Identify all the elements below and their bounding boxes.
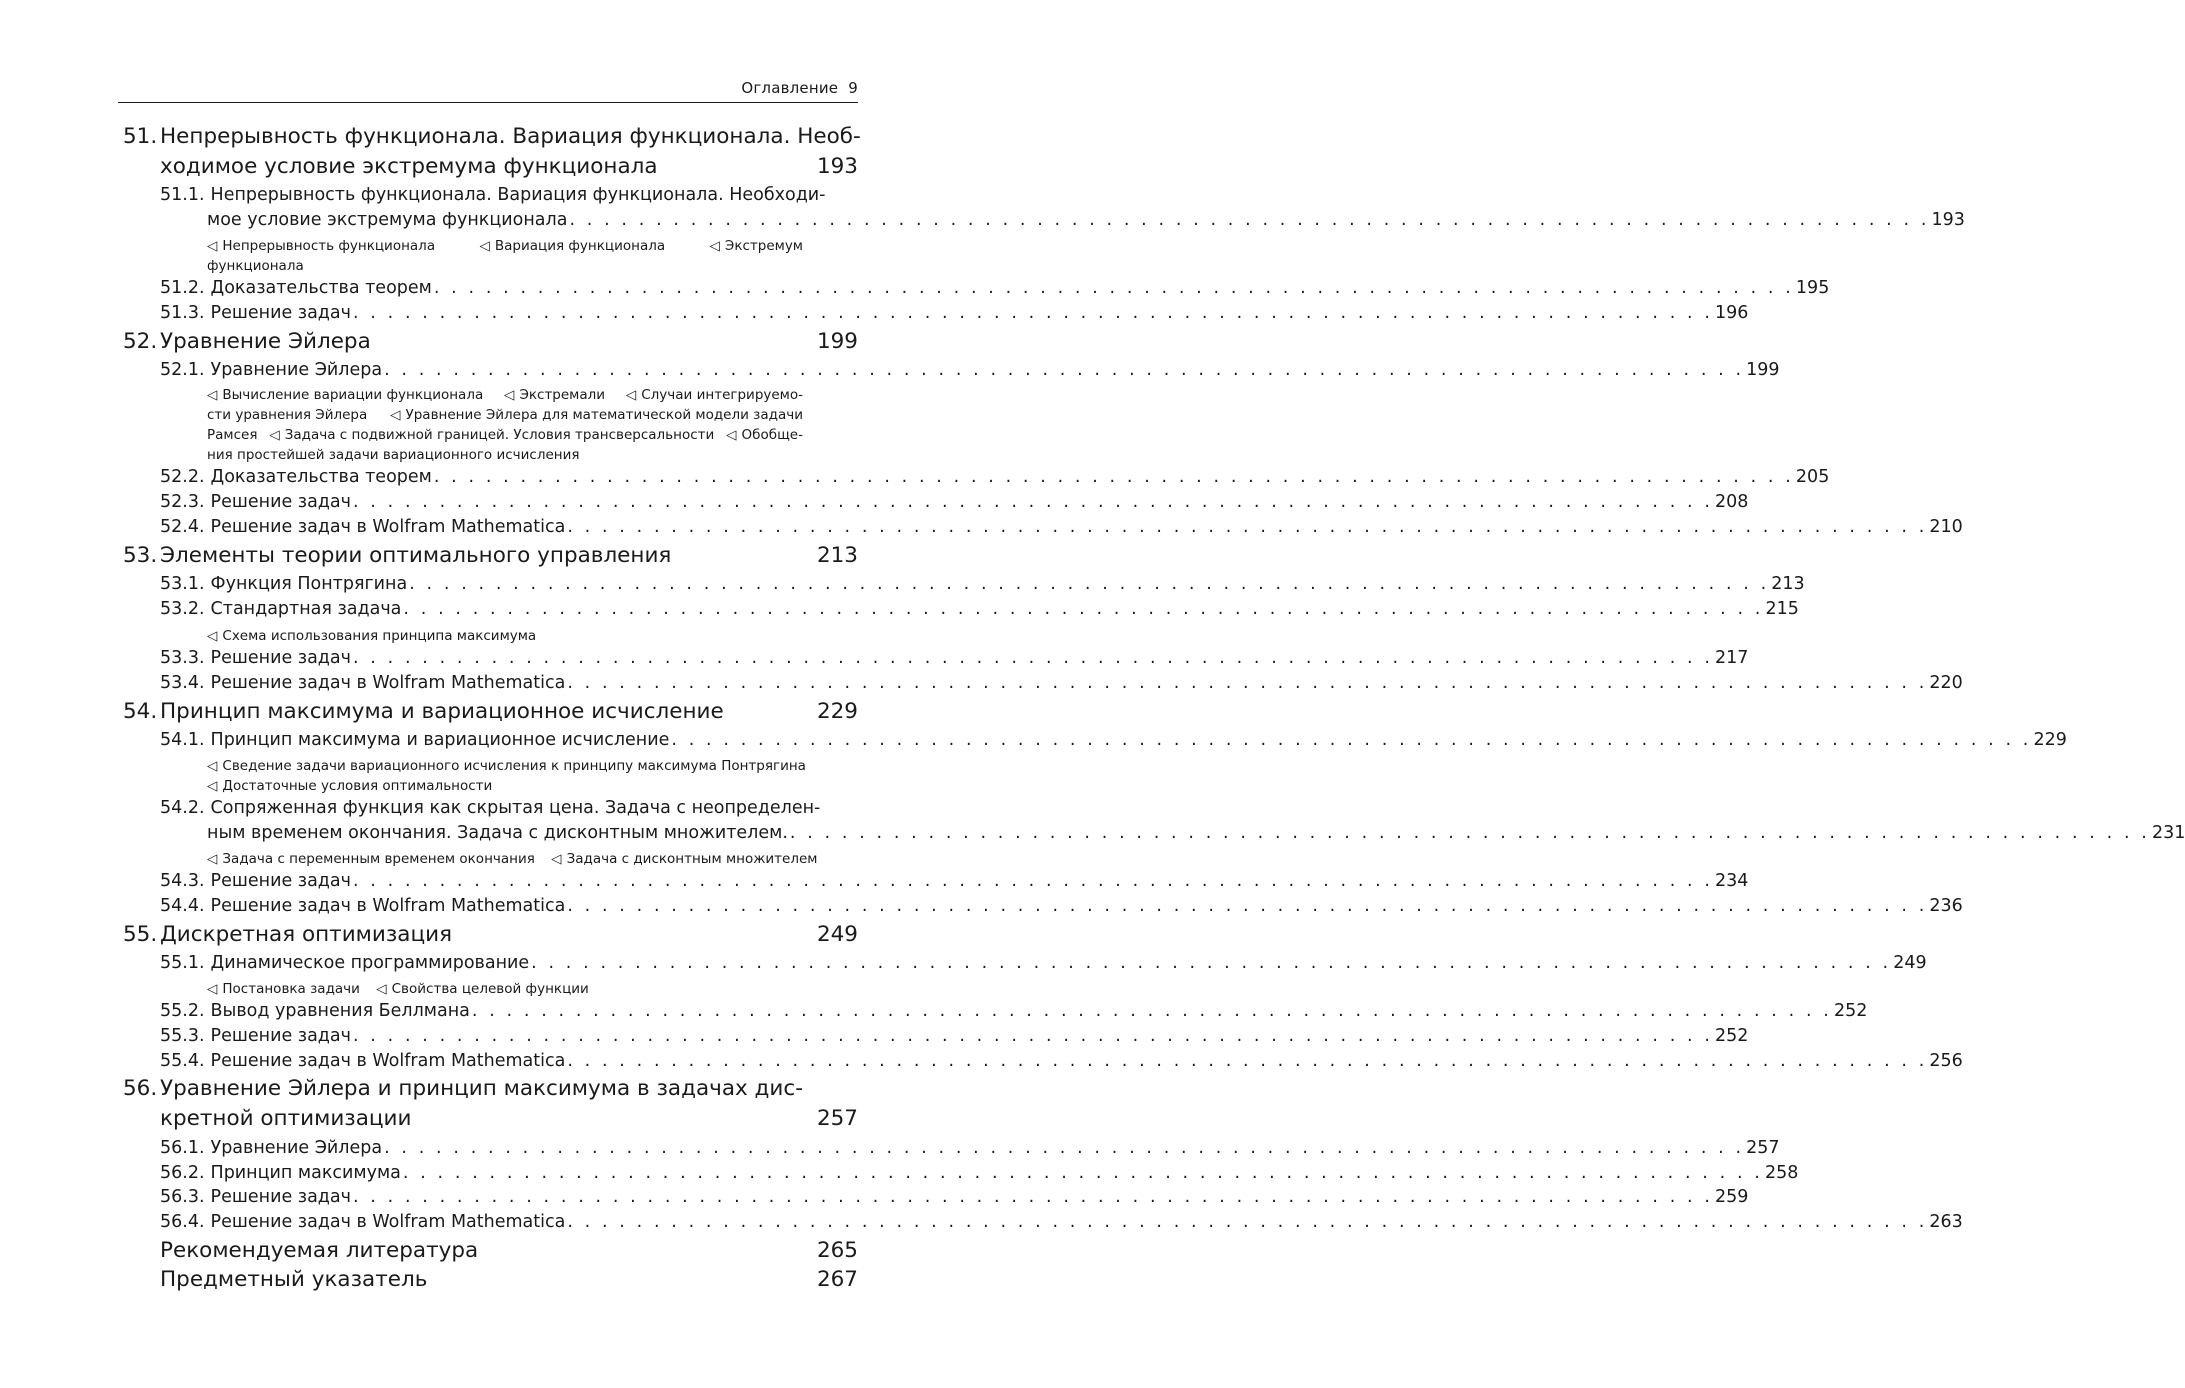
entry-text: ния простейшей задачи вариационного исчисления: [207, 447, 580, 463]
subtopics-52-1-line3: [207, 427, 803, 443]
entry-page: 215: [1765, 599, 1799, 619]
leader-dots: . . . . . . . . . . . . . . . . . . . . . . . . . . . . . . . . . . . . . . . . . . . . . . . . . . . . . . . . . . . . . . . . . . . . . . . . . . . . . . .: [789, 823, 2150, 843]
triangle-bullet-icon: ◁: [376, 981, 387, 997]
entry-text: Свойства целевой функции: [391, 981, 589, 997]
entry-title: Решение задач: [210, 871, 351, 891]
literature-entry[interactable]: [160, 1238, 858, 1263]
entry-text: [504, 387, 605, 403]
section-52-4[interactable]: [160, 517, 1963, 537]
entry-number: 54.: [123, 699, 158, 724]
leader-dots: . . . . . . . . . . . . . . . . . . . . . . . . . . . . . . . . . . . . . . . . . . . . . . . . . . . . . . . . . . . . . . . . . . . . . . . . . . . . . . .: [403, 599, 1764, 619]
entry-text: Достаточные условия оптимальности: [222, 778, 493, 794]
entry-number: 52.2.: [160, 467, 205, 487]
entry-text: [207, 387, 483, 403]
entry-text: функционала: [207, 258, 304, 274]
subtopic: [710, 238, 804, 254]
section-title-line2: мое условие экстремума функционала: [207, 210, 568, 230]
subtopics-55-1: [207, 981, 589, 997]
section-53-1[interactable]: [160, 574, 1805, 594]
entry-title: Вывод уравнения Беллмана: [210, 1001, 470, 1021]
entry-page: 231: [2151, 823, 2185, 843]
subtopic: [479, 238, 665, 254]
entry-title: Уравнение Эйлера: [160, 329, 371, 354]
section-51-1[interactable]: [160, 185, 858, 205]
entry-text: Экстремум: [724, 238, 803, 254]
entry-page: 249: [816, 922, 858, 947]
entry-title: Принцип максимума и вариационное исчисление: [210, 730, 670, 750]
triangle-bullet-icon: ◁: [625, 387, 637, 403]
section-55-1[interactable]: [160, 953, 1927, 973]
section-title-line1: Непрерывность функционала. Вариация функционала. Необходи-: [210, 185, 826, 205]
entry-text: Задача с дисконтным множителем: [566, 851, 818, 867]
entry-title: Доказательства теорем: [210, 278, 432, 298]
section-page: 193: [1931, 210, 1965, 230]
entry-page: 267: [816, 1267, 858, 1292]
entry-title: Решение задач в Wolfram Mathematica: [210, 896, 566, 916]
entry-title: Уравнение Эйлера: [210, 1138, 383, 1158]
leader-dots: . . . . . . . . . . . . . . . . . . . . . . . . . . . . . . . . . . . . . . . . . . . . . . . . . . . . . . . . . . . . . . . . . . . . . . . . . . . . . . .: [352, 871, 1714, 891]
section-53-4[interactable]: [160, 673, 1963, 693]
entry-page: 257: [1746, 1138, 1780, 1158]
entry-number: 55.1.: [160, 953, 205, 973]
leader-dots: . . . . . . . . . . . . . . . . . . . . . . . . . . . . . . . . . . . . . . . . . . . . . . . . . . . . . . . . . . . . . . . . . . . . . . . . . . . . . . .: [384, 1138, 1745, 1158]
entry-number: 53.: [123, 543, 158, 568]
entry-text: [390, 407, 803, 423]
subtopics-53-2: [207, 628, 536, 644]
entry-page: 213: [1771, 574, 1805, 594]
entry-page: 213: [816, 543, 858, 568]
triangle-bullet-icon: ◁: [207, 851, 218, 867]
entry-page: 205: [1795, 467, 1830, 487]
subtopic: [207, 238, 435, 254]
header-title: Оглавление: [741, 79, 839, 97]
triangle-bullet-icon: ◁: [207, 238, 218, 254]
entry-text: Вариация функционала: [494, 238, 666, 254]
section-54-2-cont[interactable]: [207, 823, 2185, 843]
section-54-2[interactable]: [160, 798, 858, 818]
leader-dots: . . . . . . . . . . . . . . . . . . . . . . . . . . . . . . . . . . . . . . . . . . . . . . . . . . . . . . . . . . . . . . . . . . . . . . . . . . . . . . .: [567, 673, 1928, 693]
triangle-bullet-icon: ◁: [504, 387, 515, 403]
entry-title: Решение задач: [210, 648, 351, 668]
entry-text: Обобще-: [741, 427, 803, 443]
entry-number: 56.3.: [160, 1187, 205, 1207]
entry-text: сти уравнения Эйлера: [207, 407, 368, 423]
entry-title: Сопряженная функция как скрытая цена. Задача с неопределен-: [210, 798, 821, 818]
entry-number: 52.3.: [160, 492, 205, 512]
section-54-3[interactable]: [160, 871, 1749, 891]
entry-number: 56.2.: [160, 1163, 205, 1183]
entry-page: 252: [1715, 1026, 1749, 1046]
leader-dots: . . . . . . . . . . . . . . . . . . . . . . . . . . . . . . . . . . . . . . . . . . . . . . . . . . . . . . . . . . . . . . . . . . . . . . . . . . . . . . .: [569, 210, 1930, 230]
leader-dots: . . . . . . . . . . . . . . . . . . . . . . . . . . . . . . . . . . . . . . . . . . . . . . . . . . . . . . . . . . . . . . . . . . . . . . . . . . . . . . .: [471, 1001, 1832, 1021]
section-55-3[interactable]: [160, 1026, 1749, 1046]
section-52-1[interactable]: [160, 360, 1780, 380]
section-56-2[interactable]: [160, 1163, 1799, 1183]
entry-page: 229: [816, 699, 858, 724]
entry-page: 263: [1929, 1212, 1963, 1232]
section-52-3[interactable]: [160, 492, 1749, 512]
chapter-number: 51.: [123, 124, 158, 149]
chapter-page: 193: [816, 154, 858, 179]
entry-text: Задача с подвижной границей. Условия трансверсальности: [284, 427, 715, 443]
entry-text: Задача с переменным временем окончания: [222, 851, 535, 867]
leader-dots: . . . . . . . . . . . . . . . . . . . . . . . . . . . . . . . . . . . . . . . . . . . . . . . . . . . . . . . . . . . . . . . . . . . . . . . . . . . . . . .: [384, 360, 1745, 380]
section-51-3[interactable]: [160, 303, 1749, 323]
entry-page: 220: [1929, 673, 1963, 693]
running-header: [118, 76, 858, 103]
section-52-2[interactable]: [160, 467, 1830, 487]
entry-text: Непрерывность функционала: [222, 238, 436, 254]
entry-title: Решение задач: [210, 303, 351, 323]
entry-title: Уравнение Эйлера и принцип максимума в задачах дис-: [160, 1076, 803, 1101]
entry-page: 208: [1715, 492, 1749, 512]
triangle-bullet-icon: ◁: [207, 981, 218, 997]
entry-page: 196: [1715, 303, 1749, 323]
leader-dots: . . . . . . . . . . . . . . . . . . . . . . . . . . . . . . . . . . . . . . . . . . . . . . . . . . . . . . . . . . . . . . . . . . . . . . . . . . . . . . .: [433, 278, 1794, 298]
triangle-bullet-icon: ◁: [709, 238, 720, 254]
section-51-2[interactable]: [160, 278, 1830, 298]
section-55-4[interactable]: [160, 1051, 1963, 1071]
entry-title: Решение задач: [210, 1026, 351, 1046]
entry-number: 56.1.: [160, 1138, 205, 1158]
leader-dots: . . . . . . . . . . . . . . . . . . . . . . . . . . . . . . . . . . . . . . . . . . . . . . . . . . . . . . . . . . . . . . . . . . . . . . . . . . . . . . .: [409, 574, 1770, 594]
entry-title: кретной оптимизации: [160, 1106, 412, 1131]
entry-number: 53.4.: [160, 673, 205, 693]
entry-title: ным временем окончания. Задача с дисконтным множителем.: [207, 823, 788, 843]
section-54-4[interactable]: [160, 896, 1963, 916]
entry-text: [376, 981, 589, 997]
triangle-bullet-icon: ◁: [390, 407, 401, 423]
entry-page: 257: [816, 1106, 858, 1131]
entry-number: 55.: [123, 922, 158, 947]
entry-number: 53.2.: [160, 599, 205, 619]
entry-title: Уравнение Эйлера: [210, 360, 383, 380]
triangle-bullet-icon: ◁: [207, 778, 218, 794]
entry-number: 52.: [123, 329, 158, 354]
entry-title: Доказательства теорем: [210, 467, 432, 487]
entry-number: 55.3.: [160, 1026, 205, 1046]
entry-page: 252: [1833, 1001, 1868, 1021]
leader-dots: . . . . . . . . . . . . . . . . . . . . . . . . . . . . . . . . . . . . . . . . . . . . . . . . . . . . . . . . . . . . . . . . . . . . . . . . . . . . . . .: [352, 1187, 1714, 1207]
entry-text: [269, 427, 714, 443]
section-55-2[interactable]: [160, 1001, 1868, 1021]
entry-page: 199: [816, 329, 858, 354]
entry-page: 258: [1764, 1163, 1799, 1183]
entry-text: [726, 427, 803, 443]
section-56-3[interactable]: [160, 1187, 1749, 1207]
entry-number: 53.3.: [160, 648, 205, 668]
entry-text: [551, 851, 817, 867]
entry-number: 56.: [123, 1076, 158, 1101]
entry-title: Решение задач в Wolfram Mathematica: [210, 1051, 566, 1071]
triangle-bullet-icon: ◁: [726, 427, 737, 443]
leader-dots: . . . . . . . . . . . . . . . . . . . . . . . . . . . . . . . . . . . . . . . . . . . . . . . . . . . . . . . . . . . . . . . . . . . . . . . . . . . . . . .: [567, 1051, 1928, 1071]
subtopics-52-1: [207, 387, 803, 403]
entry-title: Решение задач в Wolfram Mathematica: [210, 1212, 566, 1232]
entry-title: Решение задач в Wolfram Mathematica: [210, 673, 566, 693]
entry-text: Уравнение Эйлера для математической модели задачи: [405, 407, 803, 423]
chapter-title-line1: Непрерывность функционала. Вариация функционала. Необ-: [160, 124, 861, 149]
entry-number: 54.1.: [160, 730, 205, 750]
entry-number: 52.1.: [160, 360, 205, 380]
section-51-1-cont[interactable]: [207, 210, 1965, 230]
section-53-3[interactable]: [160, 648, 1749, 668]
triangle-bullet-icon: ◁: [479, 238, 490, 254]
subtopics-51-1: [207, 238, 803, 254]
entry-title: Решение задач: [210, 492, 351, 512]
entry-number: 51.2.: [160, 278, 205, 298]
section-53-2[interactable]: [160, 599, 1799, 619]
entry-title: Принцип максимума: [210, 1163, 401, 1183]
section-56-1[interactable]: [160, 1138, 1780, 1158]
entry-page: 229: [2033, 730, 2067, 750]
leader-dots: . . . . . . . . . . . . . . . . . . . . . . . . . . . . . . . . . . . . . . . . . . . . . . . . . . . . . . . . . . . . . . . . . . . . . . . . . . . . . . .: [567, 517, 1928, 537]
entry-page: 217: [1715, 648, 1749, 668]
entry-title: Дискретная оптимизация: [160, 922, 453, 947]
section-number: 51.1.: [160, 185, 205, 205]
entry-page: 259: [1715, 1187, 1749, 1207]
entry-text: Постановка задачи: [222, 981, 360, 997]
running-header-text: [741, 79, 858, 97]
subtopics-51-1-cont: [207, 258, 304, 274]
triangle-bullet-icon: ◁: [207, 758, 218, 774]
entry-text: Рамсея: [207, 427, 258, 443]
subtopics-52-1-line2: [207, 407, 803, 423]
entry-page: 199: [1746, 360, 1780, 380]
leader-dots: . . . . . . . . . . . . . . . . . . . . . . . . . . . . . . . . . . . . . . . . . . . . . . . . . . . . . . . . . . . . . . . . . . . . . . . . . . . . . . .: [352, 303, 1714, 323]
entry-text: Предметный указатель: [160, 1267, 428, 1292]
section-56-4[interactable]: [160, 1212, 1963, 1232]
entry-number: 54.3.: [160, 871, 205, 891]
entry-number: 53.1.: [160, 574, 205, 594]
entry-text: Вычисление вариации функционала: [222, 387, 484, 403]
subtopics-54-1: [207, 758, 806, 774]
entry-text: Рекомендуемая литература: [160, 1238, 479, 1263]
entry-page: 249: [1893, 953, 1927, 973]
entry-text: Экстремали: [519, 387, 606, 403]
entry-number: 54.2.: [160, 798, 205, 818]
leader-dots: . . . . . . . . . . . . . . . . . . . . . . . . . . . . . . . . . . . . . . . . . . . . . . . . . . . . . . . . . . . . . . . . . . . . . . . . . . . . . . .: [531, 953, 1892, 973]
leader-dots: . . . . . . . . . . . . . . . . . . . . . . . . . . . . . . . . . . . . . . . . . . . . . . . . . . . . . . . . . . . . . . . . . . . . . . . . . . . . . . .: [402, 1163, 1763, 1183]
entry-title: Динамическое программирование: [210, 953, 530, 973]
header-page-number: 9: [848, 79, 858, 97]
leader-dots: . . . . . . . . . . . . . . . . . . . . . . . . . . . . . . . . . . . . . . . . . . . . . . . . . . . . . . . . . . . . . . . . . . . . . . . . . . . . . . .: [671, 730, 2032, 750]
leader-dots: . . . . . . . . . . . . . . . . . . . . . . . . . . . . . . . . . . . . . . . . . . . . . . . . . . . . . . . . . . . . . . . . . . . . . . . . . . . . . . .: [567, 1212, 1928, 1232]
subtopics-54-1-line2: [207, 778, 492, 794]
entry-page: 256: [1929, 1051, 1963, 1071]
entry-page: 236: [1929, 896, 1963, 916]
entry-title: Решение задач: [210, 1187, 351, 1207]
entry-title: Решение задач в Wolfram Mathematica: [210, 517, 566, 537]
triangle-bullet-icon: ◁: [207, 387, 218, 403]
entry-page: 265: [816, 1238, 858, 1263]
entry-number: 51.3.: [160, 303, 205, 323]
entry-number: 52.4.: [160, 517, 205, 537]
entry-number: 55.4.: [160, 1051, 205, 1071]
entry-page: 234: [1715, 871, 1749, 891]
entry-text: Случаи интегрируемо-: [641, 387, 803, 403]
chapter-title-line2: ходимое условие экстремума функционала: [160, 154, 658, 179]
leader-dots: . . . . . . . . . . . . . . . . . . . . . . . . . . . . . . . . . . . . . . . . . . . . . . . . . . . . . . . . . . . . . . . . . . . . . . . . . . . . . . .: [567, 896, 1928, 916]
leader-dots: . . . . . . . . . . . . . . . . . . . . . . . . . . . . . . . . . . . . . . . . . . . . . . . . . . . . . . . . . . . . . . . . . . . . . . . . . . . . . . .: [352, 492, 1714, 512]
leader-dots: . . . . . . . . . . . . . . . . . . . . . . . . . . . . . . . . . . . . . . . . . . . . . . . . . . . . . . . . . . . . . . . . . . . . . . . . . . . . . . .: [352, 648, 1714, 668]
leader-dots: . . . . . . . . . . . . . . . . . . . . . . . . . . . . . . . . . . . . . . . . . . . . . . . . . . . . . . . . . . . . . . . . . . . . . . . . . . . . . . .: [352, 1026, 1714, 1046]
subtopics-52-1-line4: [207, 447, 580, 463]
entry-text: [626, 387, 803, 403]
triangle-bullet-icon: ◁: [207, 628, 218, 644]
leader-dots: . . . . . . . . . . . . . . . . . . . . . . . . . . . . . . . . . . . . . . . . . . . . . . . . . . . . . . . . . . . . . . . . . . . . . . . . . . . . . . .: [433, 467, 1794, 487]
entry-text: Сведение задачи вариационного исчисления к принципу максимума Понтрягина: [222, 758, 806, 774]
section-54-1[interactable]: [160, 730, 2067, 750]
entry-title: Функция Понтрягина: [210, 574, 408, 594]
entry-number: 55.2.: [160, 1001, 205, 1021]
entry-number: 56.4.: [160, 1212, 205, 1232]
triangle-bullet-icon: ◁: [551, 851, 562, 867]
index-entry[interactable]: [160, 1267, 858, 1292]
entry-title: Стандартная задача: [210, 599, 402, 619]
entry-page: 210: [1929, 517, 1963, 537]
triangle-bullet-icon: ◁: [269, 427, 280, 443]
entry-text: Схема использования принципа максимума: [222, 628, 537, 644]
entry-title: Принцип максимума и вариационное исчисление: [160, 699, 724, 724]
entry-title: Элементы теории оптимального управления: [160, 543, 672, 568]
entry-number: 54.4.: [160, 896, 205, 916]
entry-page: 195: [1795, 278, 1830, 298]
subtopics-54-2: [207, 851, 817, 867]
